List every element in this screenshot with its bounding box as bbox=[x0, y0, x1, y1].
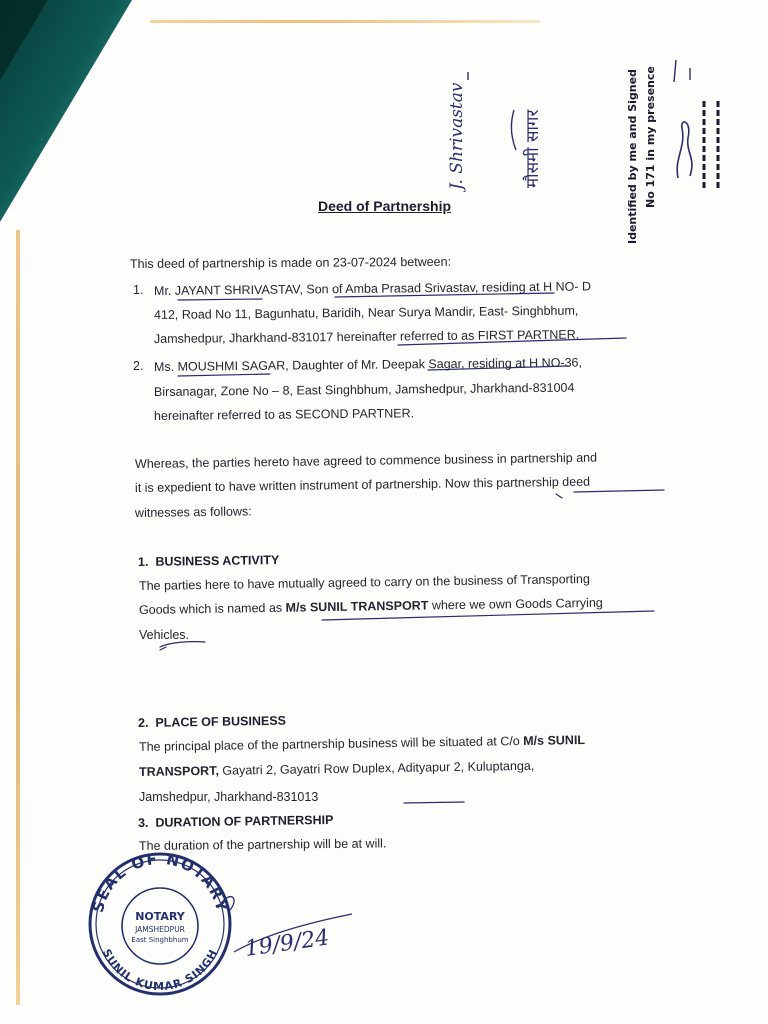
seal-date-handwritten bbox=[232, 900, 362, 980]
section-2-line-1-text: The principal place of the partnership business will be situated at C/o bbox=[138, 733, 524, 754]
party-2-number: 2. bbox=[133, 359, 144, 373]
left-margin-line bbox=[16, 230, 20, 1005]
notary-seal bbox=[80, 848, 240, 996]
document-title: Deed of Partnership bbox=[318, 198, 452, 214]
party-1-number: 1. bbox=[133, 283, 144, 297]
section-1-line-1: The parties here to have mutually agreed to carry on the business of Transporting bbox=[138, 571, 591, 593]
section-1-heading bbox=[138, 553, 279, 569]
svg-text:मौसमी सागर: मौसमी सागर bbox=[523, 109, 543, 188]
svg-text:East Singhbhum: East Singhbhum bbox=[131, 936, 189, 944]
top-margin-line bbox=[150, 20, 540, 23]
section-2-title: PLACE OF BUSINESS bbox=[155, 713, 287, 730]
section-3-line-1: The duration of the partnership will be at will. bbox=[138, 836, 387, 853]
section-3-title: DURATION OF PARTNERSHIP bbox=[155, 812, 334, 830]
party-2-line-1: Ms. MOUSHMI SAGAR, Daughter of Mr. Deepak Sagar, residing at H NO-36, bbox=[153, 355, 582, 374]
party-1-line-1: Mr. JAYANT SHRIVASTAV, Son of Amba Prasad Srivastav, residing at H NO- D bbox=[153, 279, 592, 298]
section-2-line-3: Jamshedpur, Jharkhand-831013 bbox=[139, 790, 319, 804]
party-1-line-3: Jamshedpur, Jharkhand-831017 hereinafter referred to as FIRST PARTNER. bbox=[153, 327, 580, 346]
whereas-line-2: it is expedient to have written instrument of partnership. Now this partnership deed bbox=[134, 474, 591, 495]
section-2-number: 2. bbox=[137, 715, 149, 730]
svg-text:Identified by me and Signed: Identified by me and Signed bbox=[626, 69, 639, 244]
svg-text:JAMSHEDPUR: JAMSHEDPUR bbox=[135, 925, 185, 934]
section-1-line-2 bbox=[139, 595, 603, 618]
signature-second-partner bbox=[506, 80, 552, 190]
party-2-line-2: Birsanagar, Zone No – 8, East Singhbhum, Jamshedpur, Jharkhand-831004 bbox=[153, 380, 575, 399]
svg-text:SUNIL KUMAR SINGH: SUNIL KUMAR SINGH bbox=[99, 946, 221, 994]
section-2-firm-name: M/s SUNIL bbox=[523, 732, 586, 748]
party-1-line-2: 412, Road No 11, Bagunhatu, Baridih, Near Surya Mandir, East- Singhbhum, bbox=[153, 303, 579, 322]
svg-text:SEAL OF NOTARY: SEAL OF NOTARY bbox=[88, 849, 232, 915]
svg-text:NOTARY: NOTARY bbox=[135, 910, 185, 923]
svg-text:No 171 in my presence: No 171 in my presence bbox=[644, 66, 657, 208]
section-1-firm-name: M/s SUNIL TRANSPORT bbox=[285, 598, 429, 615]
section-2-line-2 bbox=[139, 758, 535, 780]
section-1-number: 1. bbox=[137, 554, 149, 569]
section-1-line-2-text: Goods which is named as bbox=[138, 600, 286, 617]
whereas-line-1: Whereas, the parties hereto have agreed to commence business in partnership and bbox=[134, 450, 598, 471]
section-3-heading bbox=[138, 813, 334, 830]
svg-text:19/9/24: 19/9/24 bbox=[243, 925, 331, 962]
section-3-number: 3. bbox=[137, 815, 149, 830]
party-2-line-3: hereinafter referred to as SECOND PARTNER. bbox=[153, 406, 415, 423]
section-2-firm-name-end: TRANSPORT, bbox=[138, 763, 219, 779]
section-2-heading bbox=[138, 714, 286, 730]
section-1-title: BUSINESS ACTIVITY bbox=[155, 553, 280, 569]
svg-text:J. Shrivastav: J. Shrivastav bbox=[447, 82, 467, 190]
page-corner-fold bbox=[0, 0, 140, 230]
section-1-line-2-end: where we own Goods Carrying bbox=[428, 595, 603, 613]
whereas-line-3: witnesses as follows: bbox=[134, 504, 252, 520]
signature-first-partner bbox=[434, 72, 474, 192]
intro-text: This deed of partnership is made on 23-07-2024 between: bbox=[129, 254, 452, 271]
attestation-stamp bbox=[616, 58, 736, 248]
section-2-address: Gayatri 2, Gayatri Row Duplex, Adityapur 2, Kuluptanga, bbox=[218, 758, 535, 778]
section-1-line-3: Vehicles. bbox=[139, 628, 190, 642]
section-2-line-1 bbox=[139, 732, 585, 755]
